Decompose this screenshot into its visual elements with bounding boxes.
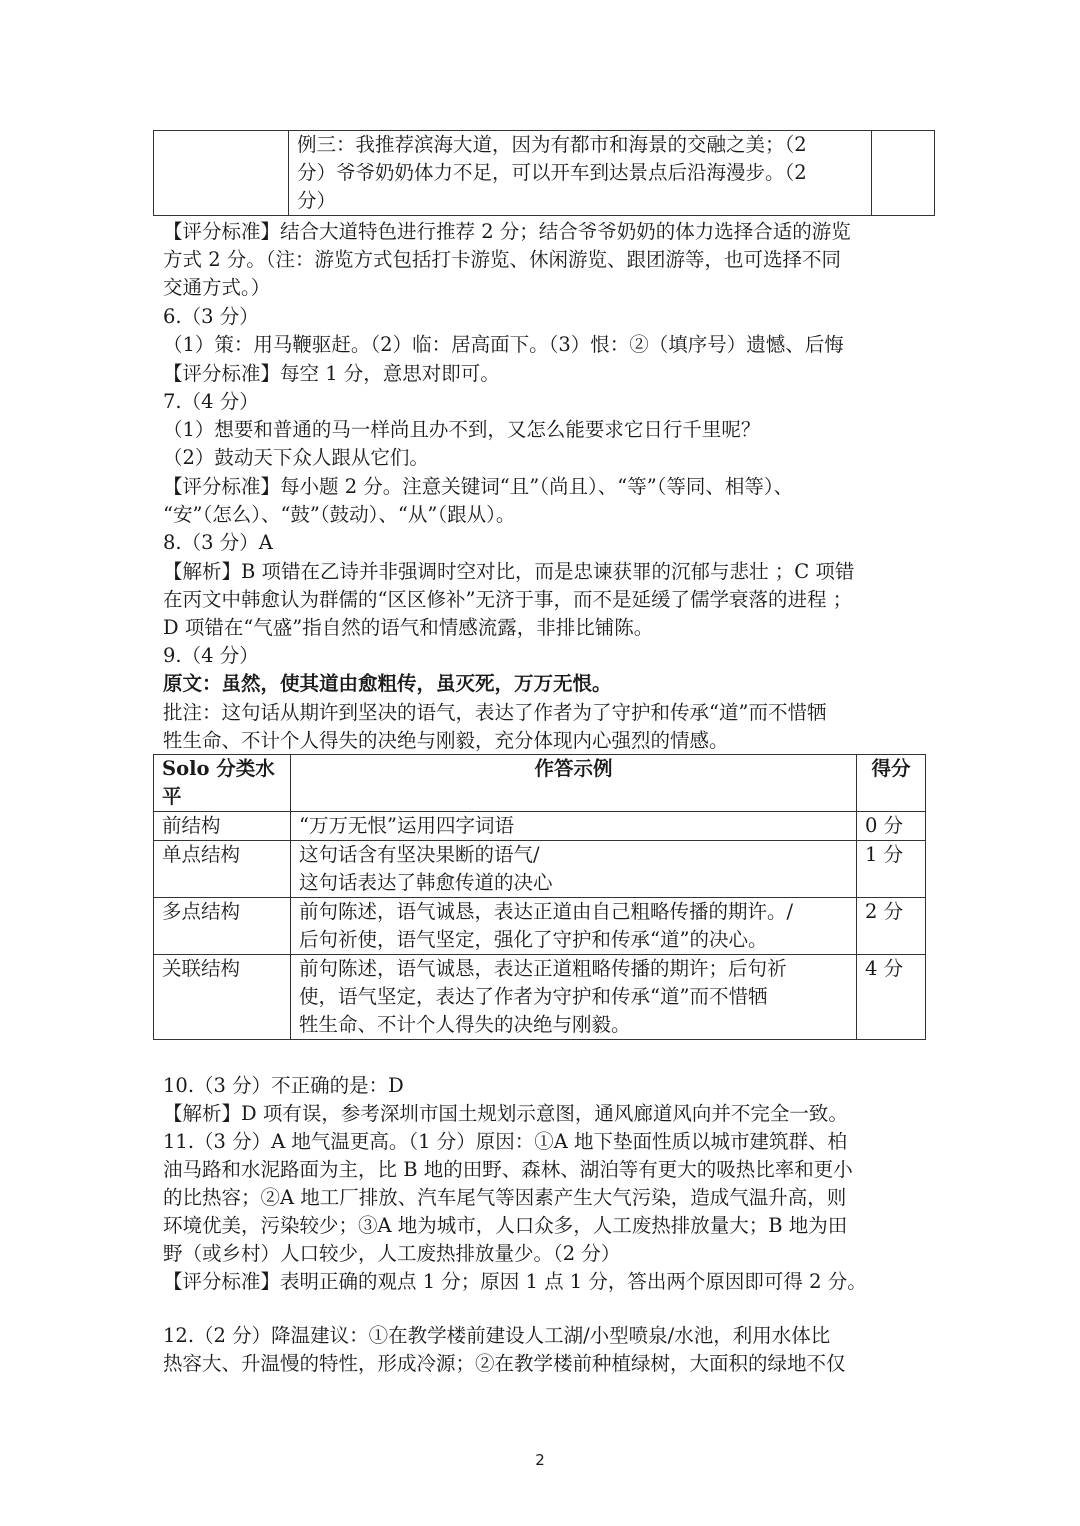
table-row bbox=[154, 898, 926, 955]
page-number: 2 bbox=[535, 1451, 545, 1469]
row-example bbox=[291, 955, 857, 1040]
table-row bbox=[154, 812, 926, 841]
header-level: Solo 分类水平 bbox=[154, 755, 291, 812]
row-level: 关联结构 bbox=[154, 955, 291, 1040]
text-line: 【评分标准】每空 1 分，意思对即可。 bbox=[163, 362, 500, 385]
question-heading: 12.（2 分）降温建议：①在教学楼前建设人工湖/小型喷泉/水池，利用水体比 bbox=[163, 1324, 831, 1347]
header-score: 得分 bbox=[857, 755, 926, 812]
text-line: 交通方式。） bbox=[163, 276, 271, 299]
text-line: 的比热容；②A 地工厂排放、汽车尾气等因素产生大气污染，造成气温升高，则 bbox=[163, 1186, 847, 1209]
text-line: 油马路和水泥路面为主，比 B 地的田野、森林、湖泊等有更大的吸热比率和更小 bbox=[163, 1158, 853, 1181]
solo-table bbox=[153, 754, 926, 1040]
text-line: 方式 2 分。（注：游览方式包括打卡游览、休闲游览、跟团游等，也可选择不同 bbox=[163, 248, 842, 271]
example-line: 这句话含有坚决果断的语气/ bbox=[299, 843, 540, 866]
example-line: 后句祈使，语气坚定，强化了守护和传承“道”的决心。 bbox=[299, 928, 768, 951]
row-score: 1 分 bbox=[857, 841, 926, 898]
table-text-line: 分）爷爷奶奶体力不足，可以开车到达景点后沿海漫步。（2 bbox=[297, 161, 807, 184]
text-line: 【评分标准】表明正确的观点 1 分；原因 1 点 1 分，答出两个原因即可得 2 分。 bbox=[163, 1270, 867, 1293]
row-example bbox=[291, 898, 857, 955]
row-level: 多点结构 bbox=[154, 898, 291, 955]
original-text: 原文：虽然，使其道由愈粗传，虽灭死，万万无恨。 bbox=[163, 672, 612, 695]
example-line: 使，语气坚定，表达了作者为守护和传承“道”而不惜牺 bbox=[299, 985, 768, 1008]
example-line: 前句陈述，语气诚恳，表达正道粗略传播的期许；后句祈 bbox=[299, 957, 787, 980]
text-line: 环境优美，污染较少；③A 地为城市，人口众多，人工废热排放量大；B 地为田 bbox=[163, 1214, 848, 1237]
text-line: 在丙文中韩愈认为群儒的“区区修补”无济于事，而不是延缓了儒学衰落的进程 ； bbox=[163, 588, 853, 611]
text-line: 【评分标准】每小题 2 分。注意关键词“且”（尚且）、“等”（等同、相等）、 bbox=[163, 475, 794, 498]
table-header-row bbox=[154, 755, 926, 812]
question-heading: 11.（3 分）A 地气温更高。（1 分）原因：①A 地下垫面性质以城市建筑群、柏 bbox=[163, 1130, 848, 1153]
continuation-table bbox=[153, 130, 935, 216]
text-line: （1）想要和普通的马一样尚且办不到，又怎么能要求它日行千里呢？ bbox=[163, 418, 761, 441]
row-level: 单点结构 bbox=[154, 841, 291, 898]
question-heading: 6.（3 分） bbox=[163, 305, 259, 328]
table-text-line: 例三：我推荐滨海大道，因为有都市和海景的交融之美；（2 bbox=[297, 133, 807, 156]
text-line: （2）鼓动天下众人跟从它们。 bbox=[163, 446, 429, 469]
text-line: （1）策：用马鞭驱赶。（2）临：居高面下。（3）恨：②（填序号）遗憾、后悔 bbox=[163, 333, 844, 356]
example-line: 这句话表达了韩愈传道的决心 bbox=[299, 871, 553, 894]
text-line: 批注：这句话从期许到坚决的语气，表达了作者为了守护和传承“道”而不惜牺 bbox=[163, 701, 827, 724]
question-heading: 7.（4 分） bbox=[163, 390, 259, 413]
text-line: 【解析】D 项有误，参考深圳市国土规划示意图，通风廊道风向并不完全一致。 bbox=[163, 1102, 848, 1125]
row-level: 前结构 bbox=[154, 812, 291, 841]
text-line: “安”（怎么）、“鼓”（鼓动）、“从”（跟从）。 bbox=[163, 503, 516, 526]
text-line: 野（或乡村）人口较少，人工废热排放量少。（2 分） bbox=[163, 1242, 621, 1265]
table-cell-empty bbox=[154, 131, 289, 216]
row-example bbox=[291, 812, 857, 841]
header-example: 作答示例 bbox=[291, 755, 857, 812]
text-line: 热容大、升温慢的特性，形成冷源；②在教学楼前种植绿树，大面积的绿地不仅 bbox=[163, 1352, 846, 1375]
table-cell-empty bbox=[872, 131, 935, 216]
row-score: 4 分 bbox=[857, 955, 926, 1040]
text-line: D 项错在“气盛”指自然的语气和情感流露，非排比铺陈。 bbox=[163, 616, 654, 639]
example-line: 牲生命、不计个人得失的决绝与刚毅。 bbox=[299, 1013, 631, 1036]
example-line: 前句陈述，语气诚恳，表达正道由自己粗略传播的期许。/ bbox=[299, 900, 794, 923]
table-row bbox=[154, 955, 926, 1040]
example-line: “万万无恨”运用四字词语 bbox=[299, 814, 514, 837]
table-text-line: 分） bbox=[297, 189, 337, 212]
row-score: 2 分 bbox=[857, 898, 926, 955]
table-row bbox=[154, 841, 926, 898]
text-line: 【解析】B 项错在乙诗并非强调时空对比，而是忠谏获罪的沉郁与悲壮 ；C 项错 bbox=[163, 560, 855, 583]
row-example bbox=[291, 841, 857, 898]
row-score: 0 分 bbox=[857, 812, 926, 841]
question-heading: 8.（3 分）A bbox=[163, 531, 273, 554]
text-line: 牲生命、不计个人得失的决绝与刚毅，充分体现内心强烈的情感。 bbox=[163, 729, 729, 752]
question-heading: 10.（3 分）不正确的是：D bbox=[163, 1074, 404, 1097]
text-line: 【评分标准】结合大道特色进行推荐 2 分；结合爷爷奶奶的体力选择合适的游览 bbox=[163, 220, 851, 243]
question-heading: 9.（4 分） bbox=[163, 644, 259, 667]
table-cell-example bbox=[289, 131, 872, 216]
